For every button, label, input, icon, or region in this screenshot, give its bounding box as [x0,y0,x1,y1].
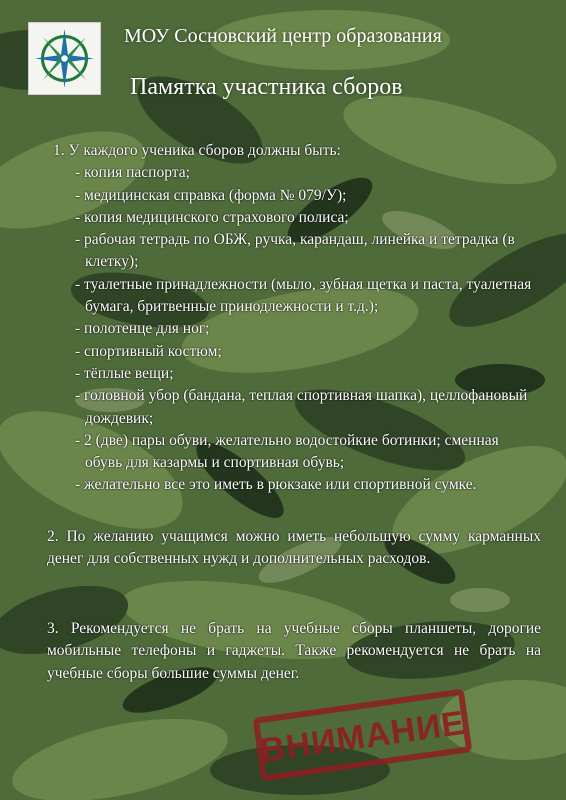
school-logo [28,22,101,95]
gadgets-paragraph: 3. Рекомендуется не брать на учебные сборы планшеты, дорогие мобильные телефоны и гаджеты. Также рекомендуется не брать на учебные сборы большие суммы денег. [47,620,541,682]
requirements-section [53,140,553,497]
list-item: - тёплые вещи; [75,364,174,382]
list-item: - 2 (две) пары обуви, желательно водостойкие ботинки; сменная обувь для казармы и спортивная обувь; [75,431,499,472]
list-item: - спортивный костюм; [75,342,222,360]
list-item: - головной убор (бандана, теплая спортивная шапка), целлофановый дождевик; [75,387,528,427]
requirements-list [53,162,553,496]
list-item: - копия медицинского страхового полиса; [75,208,349,226]
organization-name: МОУ Сосновский центр образования [124,25,442,47]
requirements-heading: 1. У каждого ученика сборов должны быть: [53,142,341,159]
list-item: - туалетные принадлежности (мыло, зубная щетка и паста, туалетная бумага, бритвенные принодлежности и т.д.); [75,275,532,316]
pocket-money-paragraph: 2. По желанию учащимся можно иметь небольшую сумму карманных денег для собственных нужд и дополнительных расходов. [47,528,541,568]
compass-rose-icon [29,23,100,94]
list-item: - желательно все это иметь в рюкзаке или спортивной сумке. [75,476,477,494]
list-item: - медицинская справка (форма № 079/У); [75,186,347,204]
list-item: - копия паспорта; [75,164,190,182]
page-title: Памятка участника сборов [130,74,403,100]
list-item: - полотенце для ног; [75,320,210,338]
attention-stamp-text: ВНИМАНИЕ [258,703,468,771]
list-item: - рабочая тетрадь по ОБЖ, ручка, карандаш, линейка и тетрадка (в клетку); [75,231,515,271]
